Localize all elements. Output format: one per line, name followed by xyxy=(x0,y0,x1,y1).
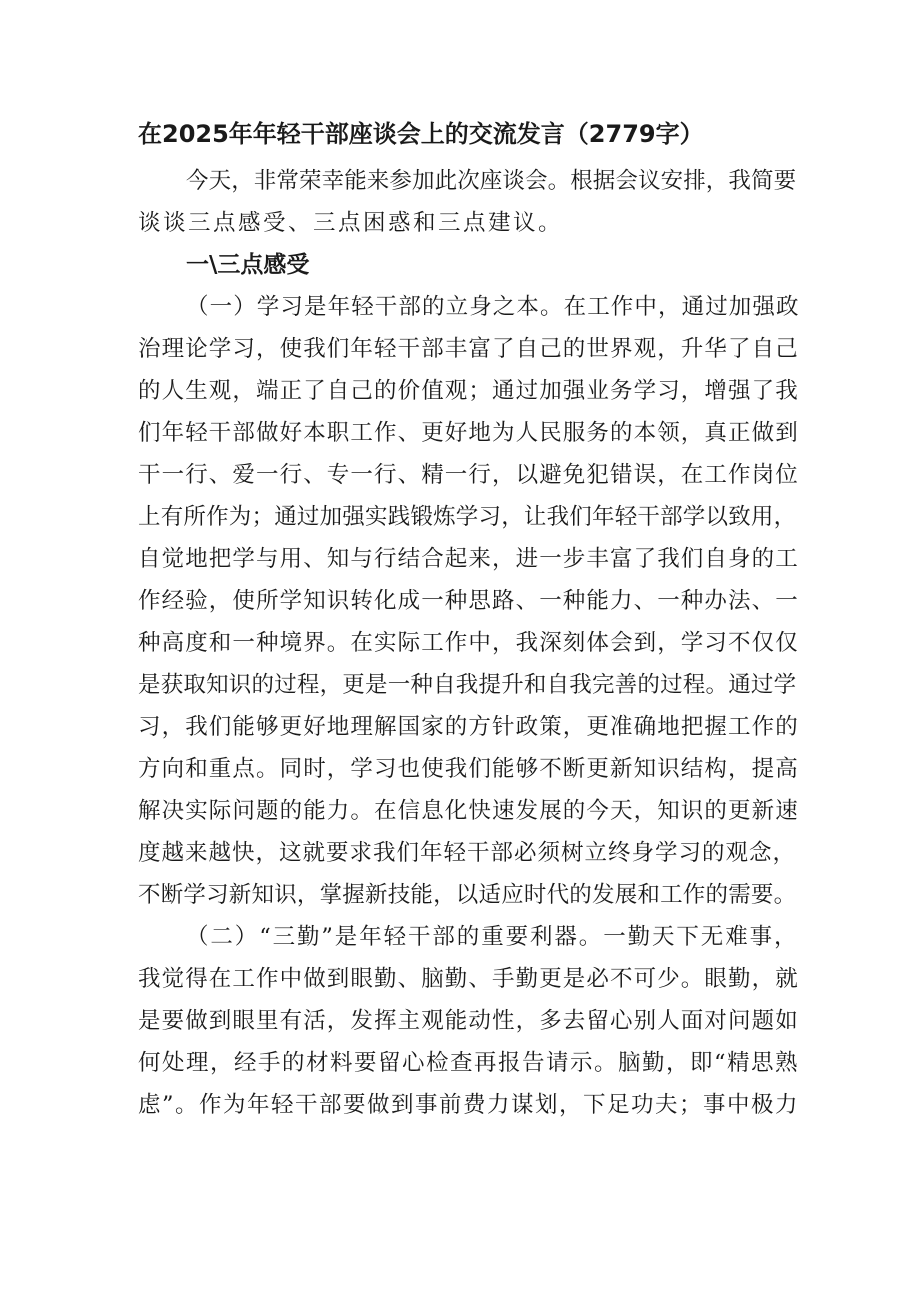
paragraph-line: 度越来越快，这就要求我们年轻干部必须树立终身学习的观念， xyxy=(138,840,797,866)
paragraph-line: 干一行、爱一行、专一行、精一行，以避免犯错误，在工作岗位 xyxy=(138,462,799,488)
paragraph-line: 们年轻干部做好本职工作、更好地为人民服务的本领，真正做到 xyxy=(138,420,799,446)
paragraph-line: 作经验，使所学知识转化成一种思路、一种能力、一种办法、一 xyxy=(138,588,799,614)
paragraph-line: 方向和重点。同时，学习也使我们能够不断更新知识结构，提高 xyxy=(138,756,799,782)
paragraph-line: 何处理，经手的材料要留心检查再报告请示。脑勤，即“精思熟 xyxy=(138,1050,800,1076)
paragraph-line: 的人生观，端正了自己的价值观；通过加强业务学习，增强了我 xyxy=(138,378,799,404)
paragraph-line: （二）“三勤”是年轻干部的重要利器。一勤天下无难事， xyxy=(186,924,799,950)
paragraph-line: 治理论学习，使我们年轻干部丰富了自己的世界观，升华了自己 xyxy=(138,336,799,362)
paragraph-line: 习，我们能够更好地理解国家的方针政策，更准确地把握工作的 xyxy=(138,714,799,740)
section-heading: 一\三点感受 xyxy=(186,252,310,278)
document-title: 在2025年年轻干部座谈会上的交流发言（2779字） xyxy=(138,120,704,148)
intro-line: 谈谈三点感受、三点困惑和三点建议。 xyxy=(138,210,564,236)
paragraph-line: 我觉得在工作中做到眼勤、脑勤、手勤更是必不可少。眼勤，就 xyxy=(138,966,799,992)
paragraph-line: 是获取知识的过程，更是一种自我提升和自我完善的过程。通过学 xyxy=(138,672,797,698)
paragraph-line: 上有所作为；通过加强实践锻炼学习，让我们年轻干部学以致用， xyxy=(138,504,797,530)
intro-line: 今天，非常荣幸能来参加此次座谈会。根据会议安排，我简要 xyxy=(186,168,797,194)
paragraph-line: 解决实际问题的能力。在信息化快速发展的今天，知识的更新速 xyxy=(138,798,799,824)
paragraph-line: 自觉地把学与用、知与行结合起来，进一步丰富了我们自身的工 xyxy=(138,546,799,572)
paragraph-line: 种高度和一种境界。在实际工作中，我深刻体会到，学习不仅仅 xyxy=(138,630,799,656)
paragraph-line: 是要做到眼里有活，发挥主观能动性，多去留心别人面对问题如 xyxy=(138,1008,799,1034)
paragraph-line: （一）学习是年轻干部的立身之本。在工作中，通过加强政 xyxy=(186,294,800,320)
paragraph-line: 虑”。作为年轻干部要做到事前费力谋划，下足功夫；事中极力 xyxy=(138,1092,800,1118)
paragraph-line: 不断学习新知识，掌握新技能，以适应时代的发展和工作的需要。 xyxy=(138,882,797,908)
